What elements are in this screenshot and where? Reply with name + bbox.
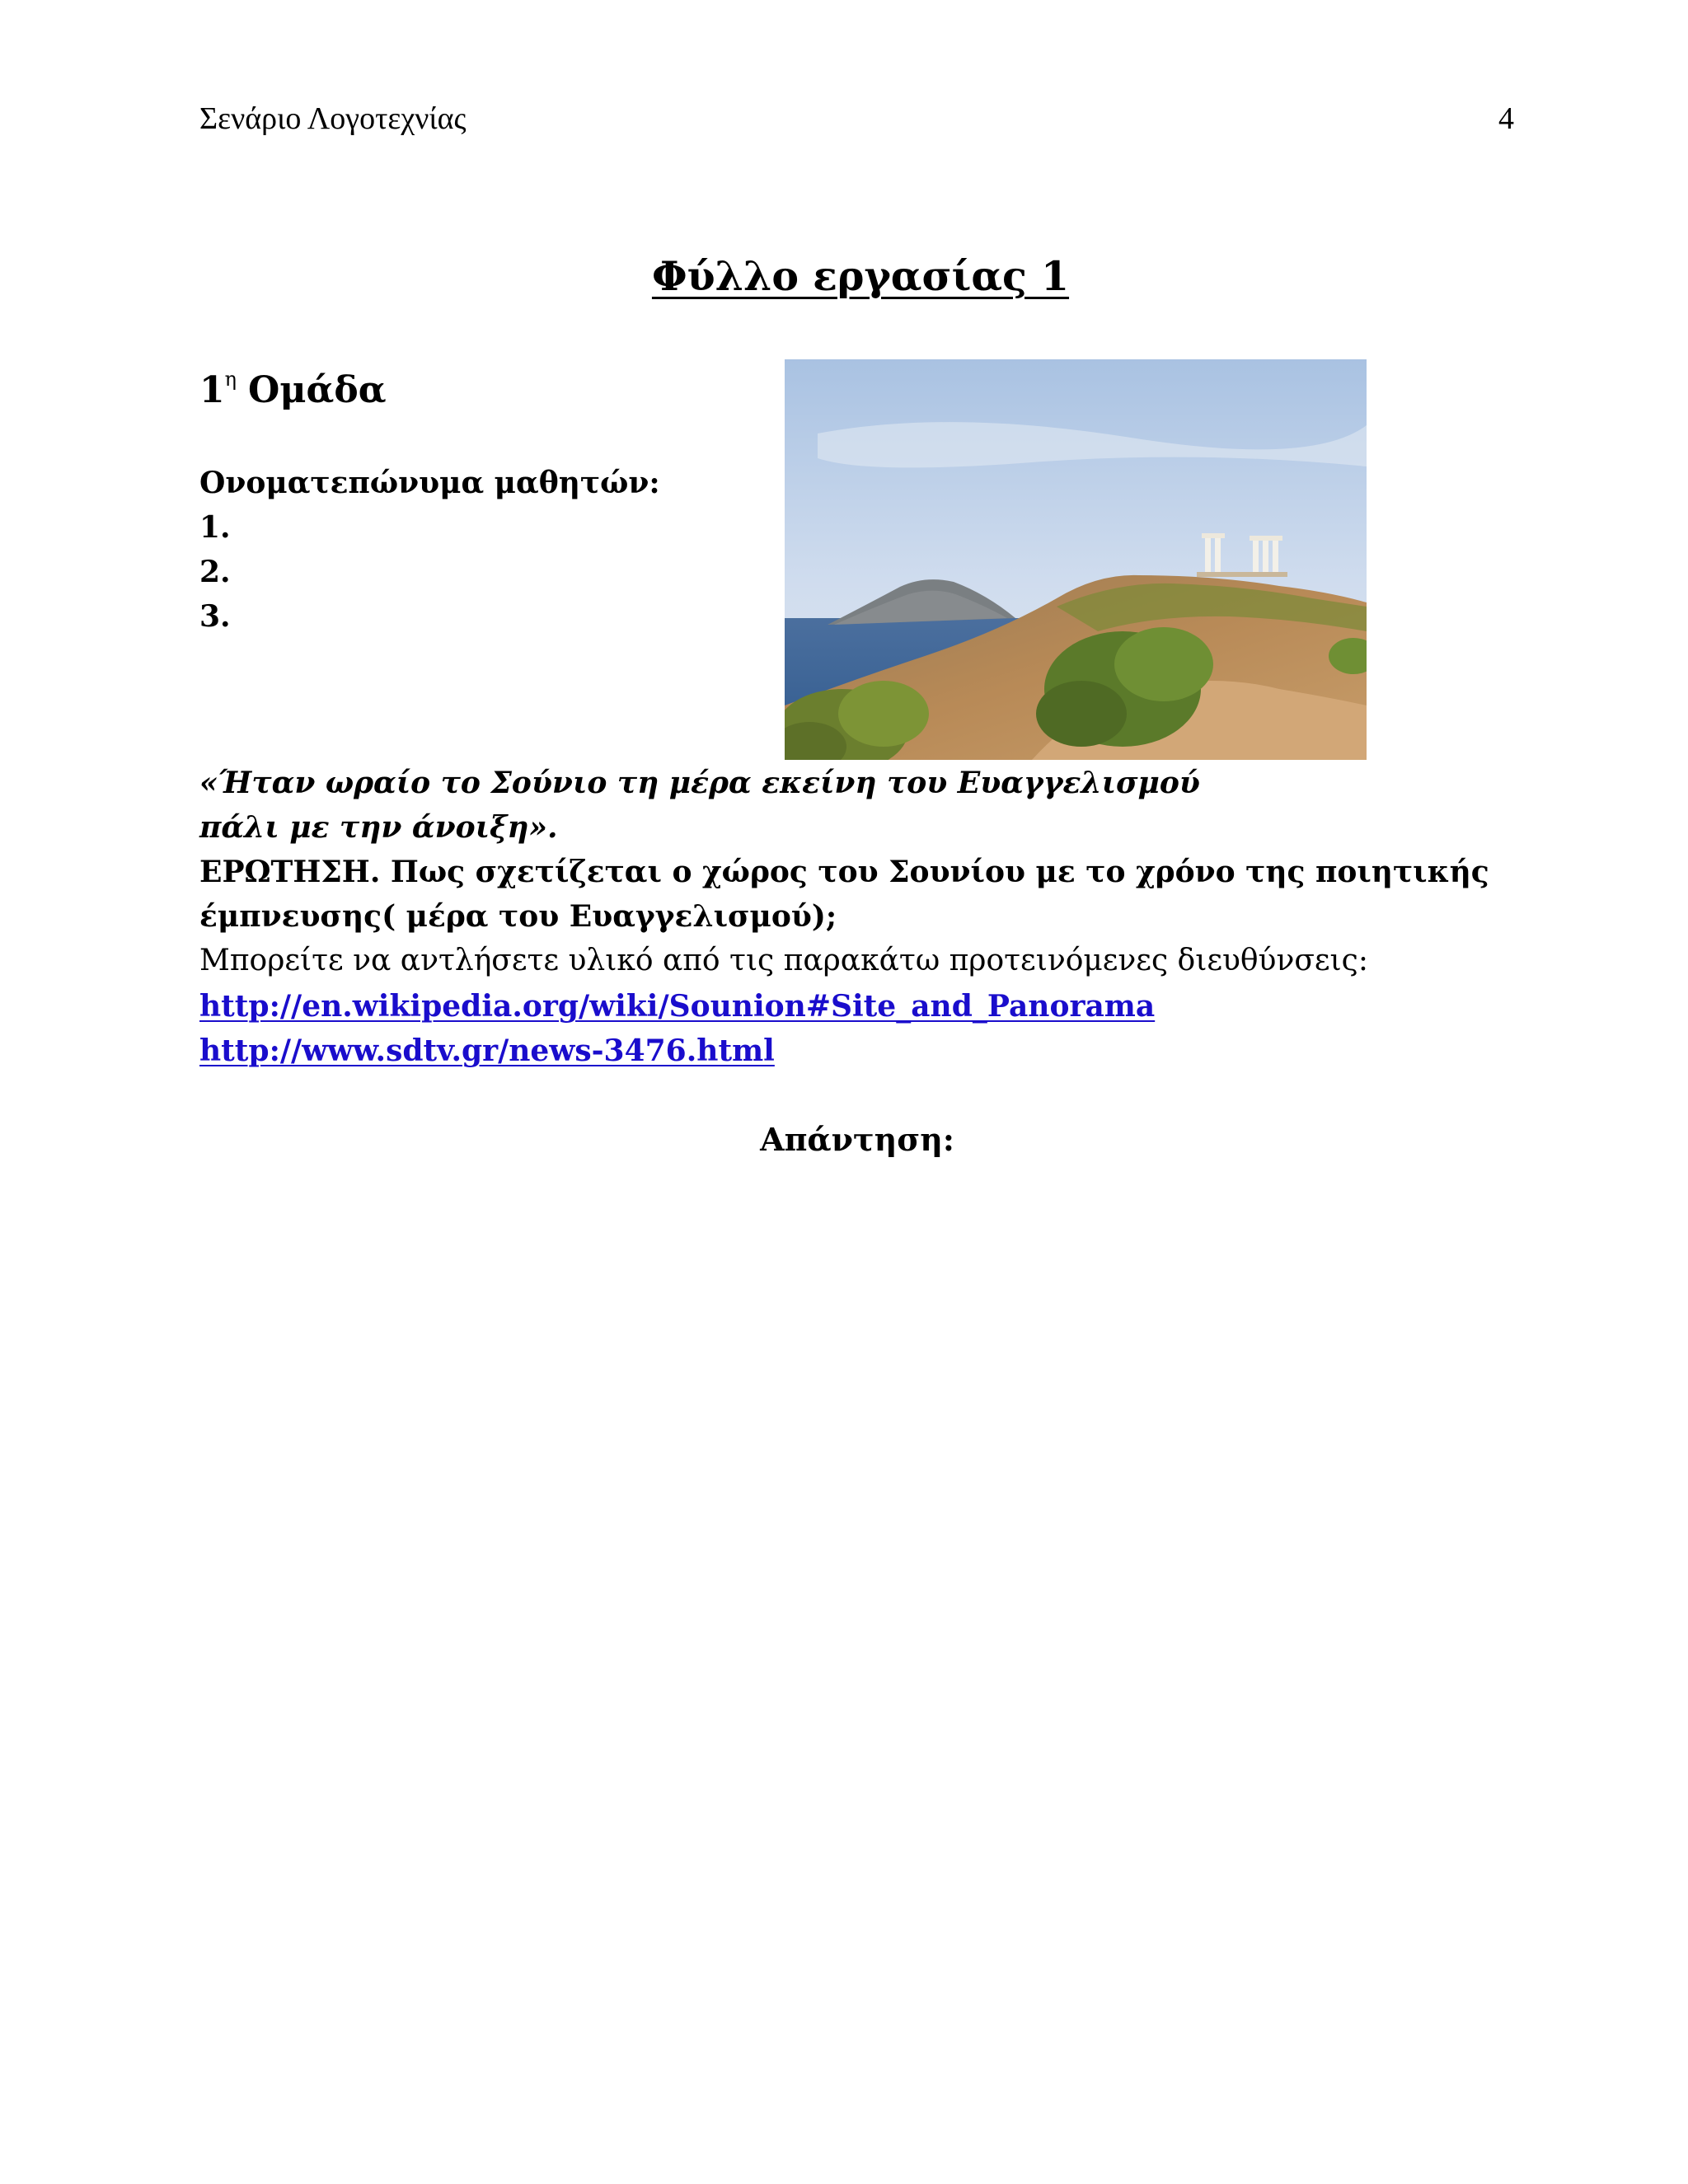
group-heading: [199, 368, 387, 411]
group-number: 1: [199, 369, 225, 411]
sounion-photo: [785, 359, 1367, 760]
running-header-title: Σενάριο Λογοτεχνίας: [199, 101, 467, 136]
group-label: Ομάδα: [248, 369, 387, 411]
poem-quote-line-1: «Ήταν ωραίο το Σούνιο τη μέρα εκείνη του Ευαγγελισμού: [199, 766, 1200, 800]
link-sdtv-news[interactable]: http://www.sdtv.gr/news-3476.html: [199, 1033, 775, 1068]
question-line-2: έμπνευσης( μέρα του Ευαγγελισμού);: [199, 899, 837, 934]
page-number: 4: [1498, 101, 1514, 136]
student-item-2: 2.: [199, 555, 231, 589]
link-wikipedia-sounion[interactable]: http://en.wikipedia.org/wiki/Sounion#Site_and_Panorama: [199, 989, 1156, 1024]
instructions-text: Μπορείτε να αντλήσετε υλικό από τις παρακάτω προτεινόμενες διευθύνσεις:: [199, 944, 1368, 977]
students-label: Ονοματεπώνυμα μαθητών:: [199, 466, 660, 500]
group-ordinal-superscript: η: [224, 368, 237, 391]
question-line-1: ΕΡΩΤΗΣΗ. Πως σχετίζεται ο χώρος του Σουνίου με το χρόνο της ποιητικής: [199, 855, 1489, 889]
answer-label: Απάντηση:: [760, 1121, 954, 1158]
student-item-3: 3.: [199, 599, 231, 634]
student-item-1: 1.: [199, 510, 231, 545]
worksheet-title: Φύλλο εργασίας 1: [651, 252, 1070, 300]
poem-quote-line-2: πάλι με την άνοιξη».: [199, 810, 558, 845]
